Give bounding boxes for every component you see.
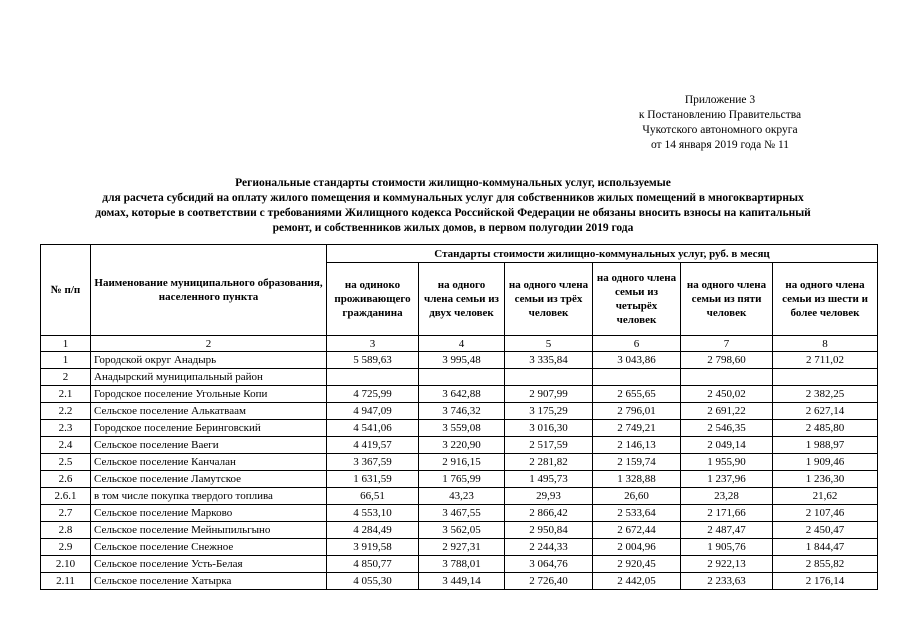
column-header-family-5: на одного члена семьи из пяти человек <box>681 263 773 336</box>
table-row <box>41 369 878 386</box>
table-row <box>41 573 878 590</box>
column-header-family-4: на одного члена семьи из четырёх человек <box>593 263 681 336</box>
row-value-cell: 2 159,74 <box>593 454 681 471</box>
column-header-single: на одиноко проживающего гражданина <box>327 263 419 336</box>
row-name-cell: в том числе покупка твердого топлива <box>91 488 327 505</box>
appendix-line: к Постановлению Правительства <box>638 109 802 121</box>
row-value-cell: 1 905,76 <box>681 539 773 556</box>
row-value-cell: 66,51 <box>327 488 419 505</box>
table-row <box>41 403 878 420</box>
row-value-cell: 2 907,99 <box>505 386 593 403</box>
row-value-cell: 3 642,88 <box>419 386 505 403</box>
row-value-cell: 1 237,96 <box>681 471 773 488</box>
row-name-cell: Сельское поселение Усть-Белая <box>91 556 327 573</box>
row-value-cell: 4 284,49 <box>327 522 419 539</box>
row-name-cell: Сельское поселение Ламутское <box>91 471 327 488</box>
row-name-cell: Сельское поселение Мейныпильгыно <box>91 522 327 539</box>
row-value-cell: 2 916,15 <box>419 454 505 471</box>
row-name-cell: Городское поселение Беринговский <box>91 420 327 437</box>
row-name-cell: Сельское поселение Хатырка <box>91 573 327 590</box>
table-row <box>41 556 878 573</box>
row-name-cell: Сельское поселение Ваеги <box>91 437 327 454</box>
row-value-cell: 1 328,88 <box>593 471 681 488</box>
row-value-cell: 4 055,30 <box>327 573 419 590</box>
title-line: домах, которые в соответствии с требованиями Жилищного кодекса Российской Федерации не обязаны вносить взносы на капитальный <box>95 207 811 219</box>
row-value-cell: 3 043,86 <box>593 352 681 369</box>
table-row <box>41 522 878 539</box>
table-body <box>41 352 878 590</box>
column-header-number: № п/п <box>41 245 91 336</box>
row-number-cell: 2.6 <box>41 471 91 488</box>
row-value-cell: 2 546,35 <box>681 420 773 437</box>
row-value-cell: 2 450,02 <box>681 386 773 403</box>
row-value-cell: 4 553,10 <box>327 505 419 522</box>
row-value-cell: 2 450,47 <box>773 522 878 539</box>
row-value-cell: 4 725,99 <box>327 386 419 403</box>
row-value-cell: 2 171,66 <box>681 505 773 522</box>
column-number-cell: 6 <box>593 336 681 352</box>
row-number-cell: 2.11 <box>41 573 91 590</box>
row-value-cell: 2 950,84 <box>505 522 593 539</box>
row-value-cell: 2 485,80 <box>773 420 878 437</box>
row-value-cell: 2 382,25 <box>773 386 878 403</box>
row-value-cell: 4 541,06 <box>327 420 419 437</box>
row-value-cell: 23,28 <box>681 488 773 505</box>
row-value-cell: 3 335,84 <box>505 352 593 369</box>
table-row <box>41 539 878 556</box>
row-number-cell: 2.2 <box>41 403 91 420</box>
row-value-cell <box>593 369 681 386</box>
row-name-cell: Сельское поселение Снежное <box>91 539 327 556</box>
row-value-cell <box>681 369 773 386</box>
row-value-cell: 4 419,57 <box>327 437 419 454</box>
column-header-family-2: на одного члена семьи из двух человек <box>419 263 505 336</box>
row-number-cell: 2.7 <box>41 505 91 522</box>
appendix-line: Приложение 3 <box>684 94 756 106</box>
row-name-cell: Анадырский муниципальный район <box>91 369 327 386</box>
row-name-cell: Сельское поселение Алькатваам <box>91 403 327 420</box>
row-value-cell: 1 909,46 <box>773 454 878 471</box>
row-number-cell: 1 <box>41 352 91 369</box>
row-value-cell: 29,93 <box>505 488 593 505</box>
document-title <box>30 176 876 236</box>
row-value-cell <box>505 369 593 386</box>
table-row <box>41 471 878 488</box>
row-value-cell: 3 562,05 <box>419 522 505 539</box>
row-value-cell: 2 655,65 <box>593 386 681 403</box>
row-value-cell: 2 233,63 <box>681 573 773 590</box>
row-value-cell: 2 533,64 <box>593 505 681 522</box>
row-value-cell: 1 765,99 <box>419 471 505 488</box>
row-number-cell: 2.4 <box>41 437 91 454</box>
row-value-cell: 1 988,97 <box>773 437 878 454</box>
row-value-cell <box>773 369 878 386</box>
row-value-cell: 21,62 <box>773 488 878 505</box>
column-header-family-6-plus: на одного члена семьи из шести и более человек <box>773 263 878 336</box>
row-number-cell: 2.10 <box>41 556 91 573</box>
row-value-cell: 3 788,01 <box>419 556 505 573</box>
row-value-cell: 2 726,40 <box>505 573 593 590</box>
row-value-cell: 2 855,82 <box>773 556 878 573</box>
column-number-cell: 3 <box>327 336 419 352</box>
row-value-cell: 43,23 <box>419 488 505 505</box>
column-number-cell: 1 <box>41 336 91 352</box>
row-value-cell: 1 495,73 <box>505 471 593 488</box>
standards-table <box>40 244 878 590</box>
row-value-cell: 3 746,32 <box>419 403 505 420</box>
appendix-line: Чукотского автономного округа <box>642 124 798 136</box>
row-value-cell: 3 467,55 <box>419 505 505 522</box>
row-value-cell: 2 927,31 <box>419 539 505 556</box>
appendix-line: от 14 января 2019 года № 11 <box>650 139 790 151</box>
row-value-cell: 5 589,63 <box>327 352 419 369</box>
column-header-family-3: на одного члена семьи из трёх человек <box>505 263 593 336</box>
row-value-cell: 2 004,96 <box>593 539 681 556</box>
row-name-cell: Городской округ Анадырь <box>91 352 327 369</box>
row-value-cell: 26,60 <box>593 488 681 505</box>
table-row <box>41 454 878 471</box>
appendix-block <box>600 93 840 153</box>
row-value-cell: 2 281,82 <box>505 454 593 471</box>
row-value-cell: 2 442,05 <box>593 573 681 590</box>
row-value-cell: 3 367,59 <box>327 454 419 471</box>
row-value-cell: 2 711,02 <box>773 352 878 369</box>
column-number-cell: 5 <box>505 336 593 352</box>
title-line: ремонт, и собственников жилых домов, в первом полугодии 2019 года <box>272 222 634 234</box>
row-value-cell: 2 749,21 <box>593 420 681 437</box>
column-number-cell: 8 <box>773 336 878 352</box>
row-value-cell: 2 146,13 <box>593 437 681 454</box>
row-value-cell: 2 107,46 <box>773 505 878 522</box>
column-number-cell: 2 <box>91 336 327 352</box>
row-value-cell: 2 866,42 <box>505 505 593 522</box>
row-value-cell: 2 517,59 <box>505 437 593 454</box>
row-number-cell: 2.1 <box>41 386 91 403</box>
row-value-cell: 4 850,77 <box>327 556 419 573</box>
table-row <box>41 352 878 369</box>
row-value-cell: 3 995,48 <box>419 352 505 369</box>
table-row <box>41 420 878 437</box>
row-value-cell: 2 691,22 <box>681 403 773 420</box>
row-number-cell: 2.6.1 <box>41 488 91 505</box>
row-value-cell: 1 236,30 <box>773 471 878 488</box>
row-value-cell: 2 627,14 <box>773 403 878 420</box>
row-value-cell: 4 947,09 <box>327 403 419 420</box>
row-value-cell: 3 449,14 <box>419 573 505 590</box>
row-number-cell: 2.3 <box>41 420 91 437</box>
row-value-cell: 2 920,45 <box>593 556 681 573</box>
row-value-cell: 1 955,90 <box>681 454 773 471</box>
title-line: для расчета субсидий на оплату жилого помещения и коммунальных услуг для собственников жилых помещений в многоквартирных <box>102 192 804 204</box>
row-value-cell: 2 049,14 <box>681 437 773 454</box>
row-value-cell: 3 919,58 <box>327 539 419 556</box>
row-number-cell: 2.5 <box>41 454 91 471</box>
column-header-name: Наименование муниципального образования, населенного пункта <box>91 245 327 336</box>
row-name-cell: Сельское поселение Марково <box>91 505 327 522</box>
row-number-cell: 2.9 <box>41 539 91 556</box>
row-value-cell <box>419 369 505 386</box>
row-value-cell: 2 922,13 <box>681 556 773 573</box>
row-name-cell: Городское поселение Угольные Копи <box>91 386 327 403</box>
row-value-cell: 2 796,01 <box>593 403 681 420</box>
row-value-cell: 3 559,08 <box>419 420 505 437</box>
table-row <box>41 437 878 454</box>
row-value-cell: 2 176,14 <box>773 573 878 590</box>
row-value-cell: 2 487,47 <box>681 522 773 539</box>
column-number-cell: 4 <box>419 336 505 352</box>
row-name-cell: Сельское поселение Канчалан <box>91 454 327 471</box>
row-value-cell: 3 175,29 <box>505 403 593 420</box>
row-value-cell <box>327 369 419 386</box>
title-line: Региональные стандарты стоимости жилищно-коммунальных услуг, используемые <box>235 177 671 189</box>
row-value-cell: 3 064,76 <box>505 556 593 573</box>
group-header-standards: Стандарты стоимости жилищно-коммунальных услуг, руб. в месяц <box>327 245 878 263</box>
row-number-cell: 2 <box>41 369 91 386</box>
row-value-cell: 2 672,44 <box>593 522 681 539</box>
row-value-cell: 3 220,90 <box>419 437 505 454</box>
row-value-cell: 2 244,33 <box>505 539 593 556</box>
row-value-cell: 2 798,60 <box>681 352 773 369</box>
row-number-cell: 2.8 <box>41 522 91 539</box>
row-value-cell: 1 631,59 <box>327 471 419 488</box>
row-value-cell: 1 844,47 <box>773 539 878 556</box>
table-row <box>41 488 878 505</box>
table-row <box>41 386 878 403</box>
table-row <box>41 505 878 522</box>
row-value-cell: 3 016,30 <box>505 420 593 437</box>
column-number-cell: 7 <box>681 336 773 352</box>
